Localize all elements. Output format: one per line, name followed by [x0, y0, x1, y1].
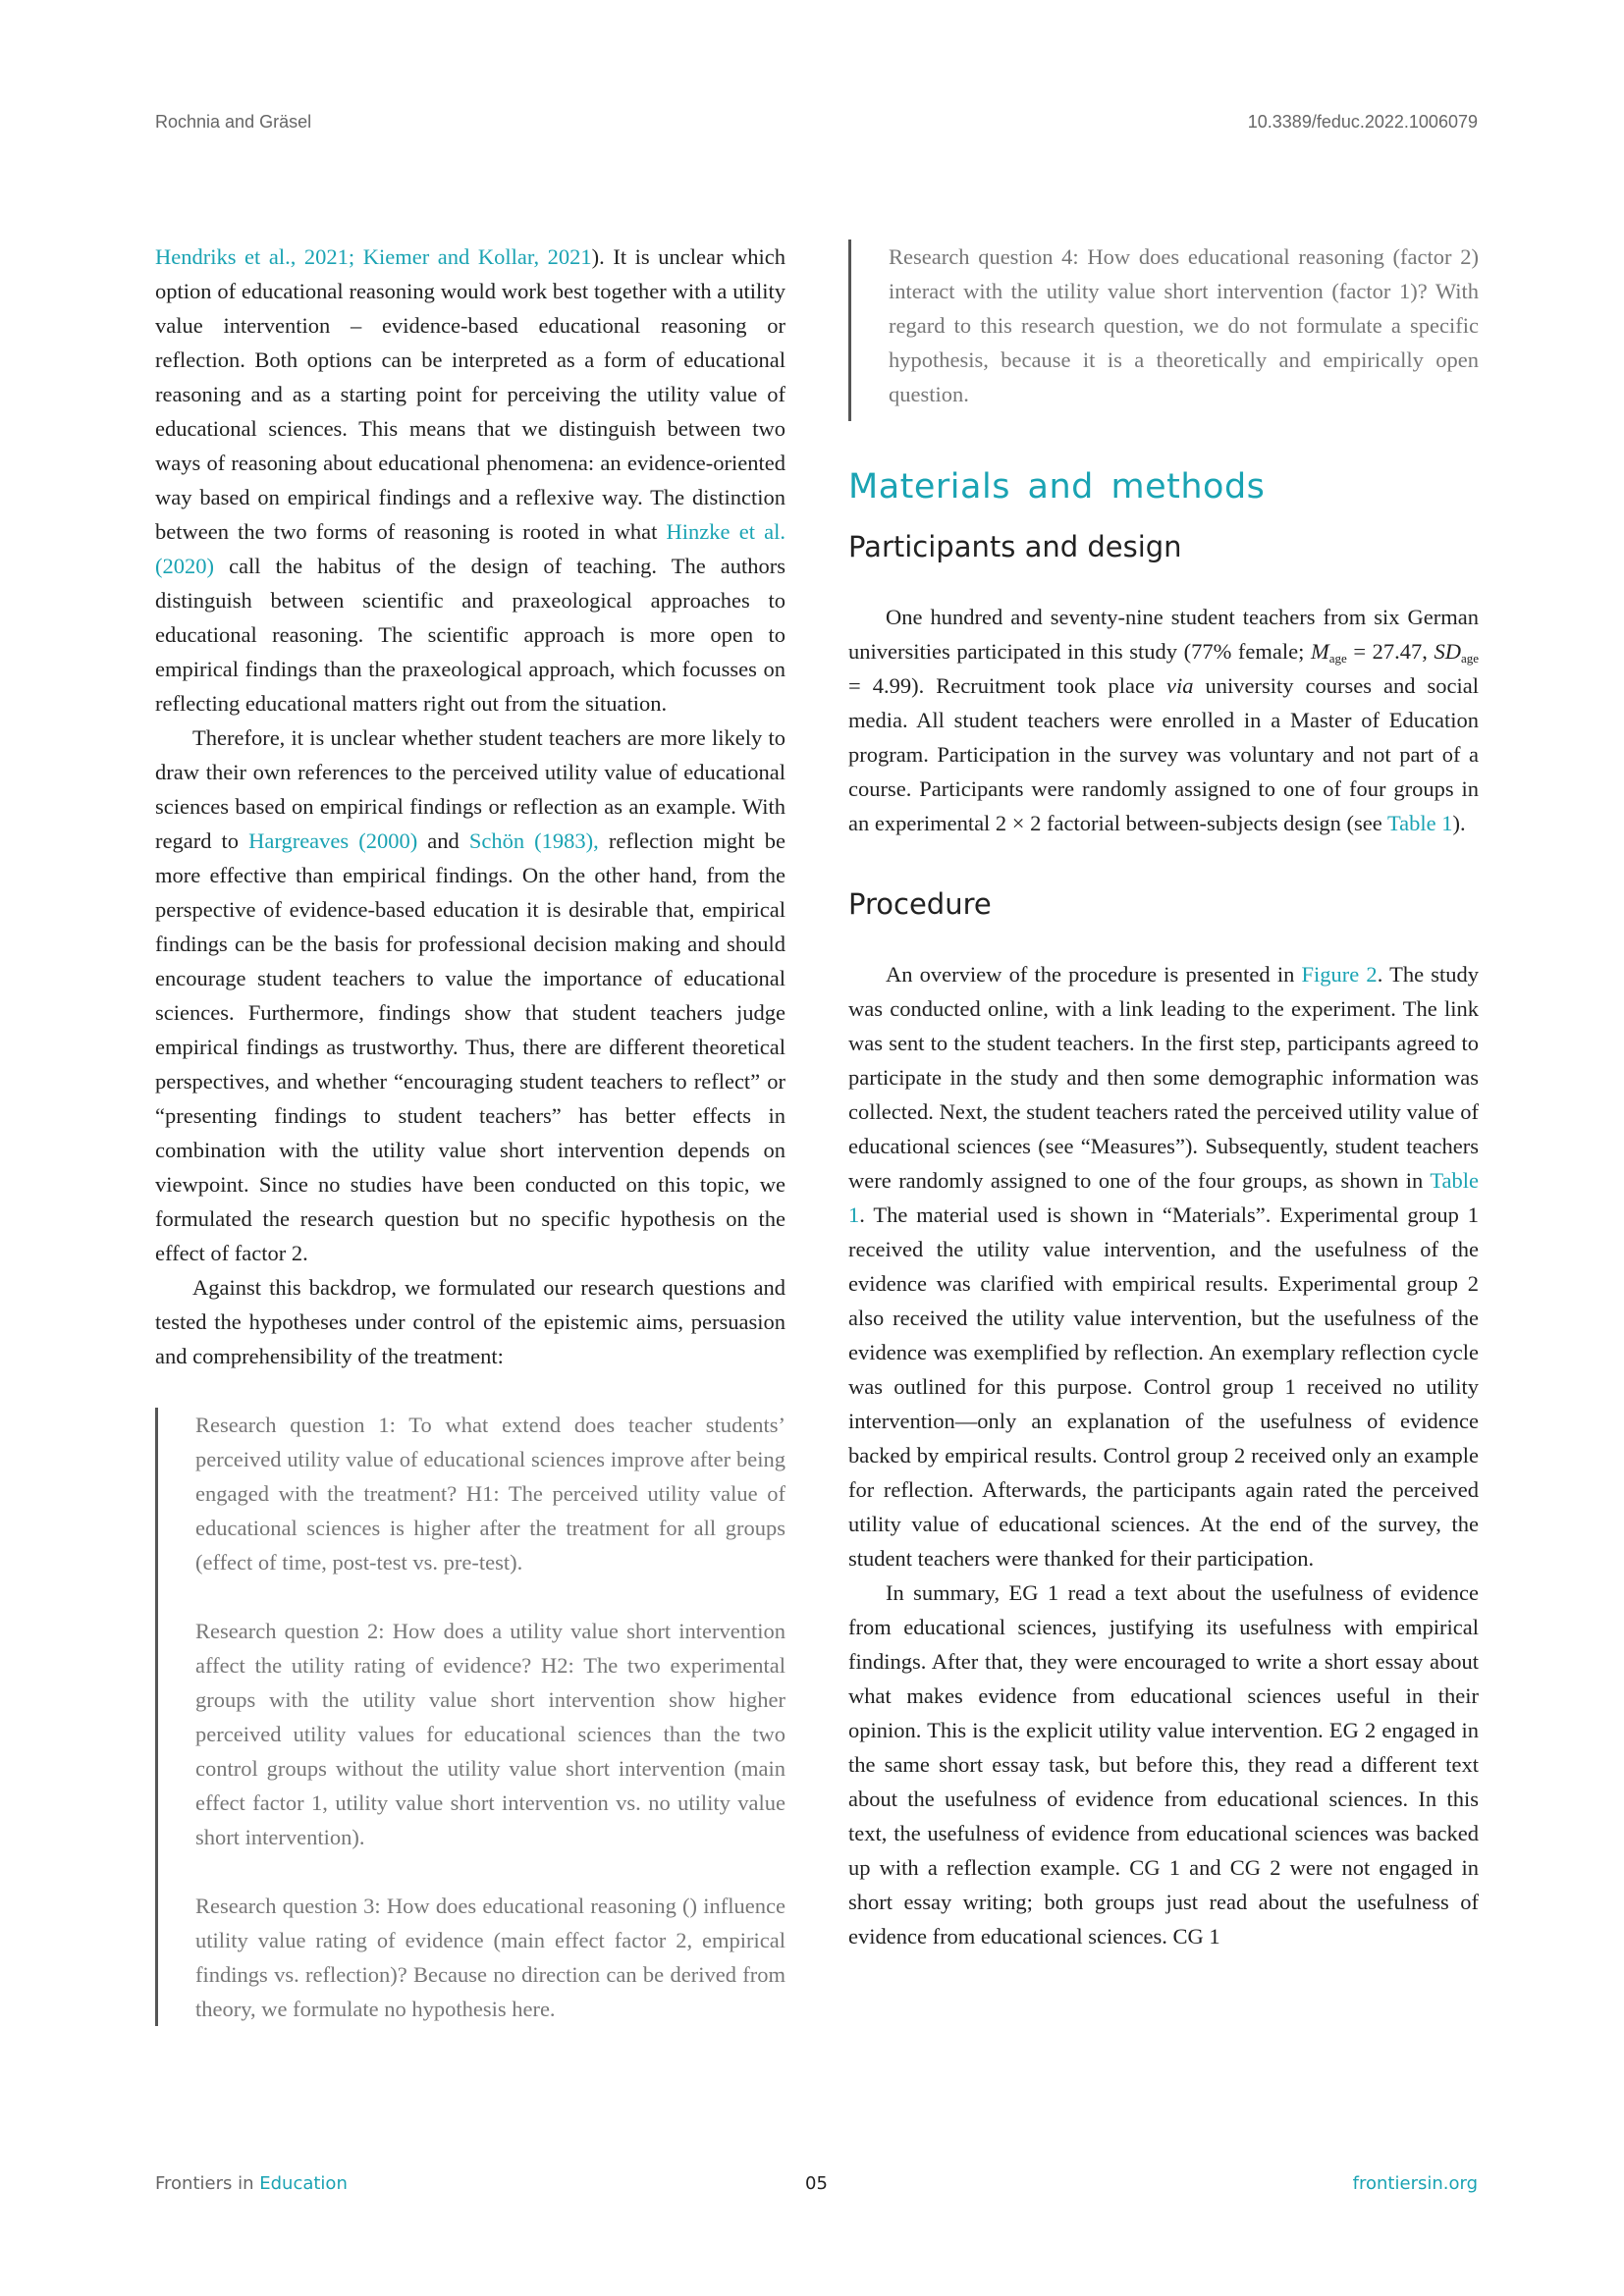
- text-segment: ).: [1452, 811, 1466, 835]
- paragraph: [155, 1270, 785, 1373]
- right-column: [848, 240, 1479, 1953]
- research-questions-block: [155, 1408, 785, 2026]
- paragraph: [848, 600, 1479, 840]
- footer-journal: [155, 2173, 348, 2194]
- paragraph: [848, 1575, 1479, 1953]
- text-segment: An overview of the procedure is presented in: [886, 962, 1302, 987]
- text-segment: . The study was conducted online, with a link leading to the experiment. The link was sent to the student teachers. In the first step, participants agreed to participate in the study and then some demographic information was collected. Next, the student teachers rated the perceived utility value of educational sciences (see “Measures”). Subsequently, student teachers were randomly assigned to one of the four groups, as shown in: [848, 962, 1479, 1193]
- subsection-participants: Participants and design: [848, 530, 1182, 563]
- footer-journal-link[interactable]: Education: [259, 2173, 348, 2194]
- research-question: Research question 2: How does a utility value short intervention affect the utility rating of evidence? H2: The two experimental groups with the utility value short intervention show higher perceived utility values for educational sciences than the two control groups without the utility value short intervention (main effect factor 1, utility value short intervention vs. no utility value short intervention).: [195, 1619, 785, 1849]
- research-question: Research question 3: How does educational reasoning () influence utility value rating of evidence (main effect factor 2, empirical findings vs. reflection)? Because no direction can be derived from theory, we formulate no hypothesis here.: [195, 1894, 785, 2021]
- text-segment: age: [1328, 651, 1347, 666]
- text-segment: reflection might be more effective than empirical findings. On the other hand, from the perspective of evidence-based education it is desirable that, empirical findings can be the basis for professional decision making and should encourage student teachers to value the importance of educational sciences. Furthermore, findings show that student teachers judge empirical findings as trustworthy. Thus, there are different theoretical perspectives, and whether “encouraging student teachers to reflect” or “presenting findings to student teachers” has better effects in combination with the utility value short intervention depends on viewpoint. Since no studies have been conducted on this topic, we formulated the research question but no specific hypothesis on the effect of factor 2.: [155, 828, 785, 1265]
- text-segment: via: [1165, 673, 1194, 698]
- text-segment: = 27.47,: [1346, 639, 1435, 664]
- paragraph: [155, 721, 785, 1270]
- research-question-4-block: [848, 240, 1479, 421]
- left-column: [155, 240, 785, 2026]
- text-segment: Against this backdrop, we formulated our research questions and tested the hypotheses under control of the epistemic aims, persuasion and comprehensibility of the treatment:: [155, 1275, 785, 1368]
- text-segment: ). It is unclear which option of educational reasoning would work best together with a utility value intervention – evidence-based educational reasoning or reflection. Both options can be interpreted as a form of educational reasoning and as a starting point for perceiving the utility value of educational sciences. This means that we distinguish between two ways of reasoning about educational phenomena: an evidence-oriented way based on empirical findings and a reflexive way. The distinction between the two forms of reasoning is rooted in what: [155, 244, 785, 544]
- section-title: Materials and methods: [848, 467, 1266, 507]
- research-question: Research question 1: To what extend does teacher students’ perceived utility value of educational sciences improve after being engaged with the treatment? H1: The perceived utility value of educational sciences is higher after the treatment for all groups (effect of time, post-test vs. pre-test).: [195, 1413, 785, 1575]
- citation-link[interactable]: Table 1: [848, 1168, 1479, 1227]
- text-segment: and: [417, 828, 469, 853]
- citation-link[interactable]: Figure 2: [1301, 962, 1378, 987]
- text-segment: = 4.99). Recruitment took place: [848, 673, 1166, 698]
- citation-link[interactable]: Hendriks et al., 2021; Kiemer and Kollar, 2021: [155, 244, 592, 269]
- text-segment: SD: [1434, 639, 1461, 664]
- running-header-doi: 10.3389/feduc.2022.1006079: [1247, 112, 1478, 132]
- research-question: Research question 4: How does educational reasoning (factor 2) interact with the utility value short intervention (factor 1)? With regard to this research question, we do not formulate a specific hypothesis, because it is a theoretically and empirically open question.: [889, 244, 1479, 406]
- text-segment: One hundred and seventy-nine student teachers from six German universities participated in this study (77% female;: [848, 605, 1479, 664]
- paragraph: [155, 240, 785, 721]
- text-segment: In summary, EG 1 read a text about the usefulness of evidence from educational sciences, justifying its usefulness with empirical findings. After that, they were encouraged to write a short essay about what makes evidence from educational sciences useful in their opinion. This is the explicit utility value intervention. EG 2 engaged in the same short essay task, but before this, they read a different text about the usefulness of evidence from educational sciences. In this text, the usefulness of evidence from educational sciences was backed up with a reflection example. CG 1 and CG 2 were not engaged in short essay writing; both groups just read about the usefulness of evidence from educational sciences. CG 1: [848, 1580, 1479, 1949]
- citation-link[interactable]: Hargreaves (2000): [248, 828, 418, 853]
- text-segment: university courses and social media. All student teachers were enrolled in a Master of Education program. Participation in the survey was voluntary and not part of a course. Participants were randomly assigned to one of four groups in an experimental 2 × 2 factorial between-subjects design (see: [848, 673, 1480, 835]
- text-segment: M: [1310, 639, 1329, 664]
- citation-link[interactable]: Table 1: [1386, 811, 1453, 835]
- page-number: 05: [805, 2173, 828, 2194]
- citation-link[interactable]: Schön (1983),: [468, 828, 599, 853]
- text-segment: Therefore, it is unclear whether student teachers are more likely to draw their own references to the perceived utility value of educational sciences based on empirical findings or reflection as an example. With regard to: [155, 725, 785, 853]
- footer-site-link[interactable]: frontiersin.org: [1352, 2173, 1478, 2194]
- running-header-authors: Rochnia and Gräsel: [155, 112, 312, 132]
- footer-journal-prefix: Frontiers in: [155, 2173, 260, 2194]
- subsection-procedure: Procedure: [848, 887, 992, 921]
- left-paragraphs: [155, 240, 785, 1373]
- text-segment: call the habitus of the design of teaching. The authors distinguish between scientific and praxeological approaches to educational reasoning. The scientific approach is more open to empirical findings than the praxeological approach, which focusses on reflecting educational matters right out from the situation.: [155, 554, 785, 716]
- text-segment: . The material used is shown in “Materials”. Experimental group 1 received the utility value intervention, and the usefulness of the evidence was clarified with empirical results. Experimental group 2 also received the utility value intervention, but the usefulness of the evidence was exemplified by reflection. An exemplary reflection cycle was outlined for this purpose. Control group 1 received no utility intervention—only an explanation of the usefulness of evidence backed by empirical results. Control group 2 received only an example for reflection. Afterwards, the participants again rated the perceived utility value of educational sciences. At the end of the survey, the student teachers were thanked for their participation.: [848, 1202, 1479, 1571]
- procedure-text: [848, 957, 1479, 1953]
- text-segment: age: [1460, 651, 1479, 666]
- participants-text: [848, 600, 1479, 840]
- citation-link[interactable]: Hinzke et al. (2020): [155, 519, 786, 578]
- paragraph: [848, 957, 1479, 1575]
